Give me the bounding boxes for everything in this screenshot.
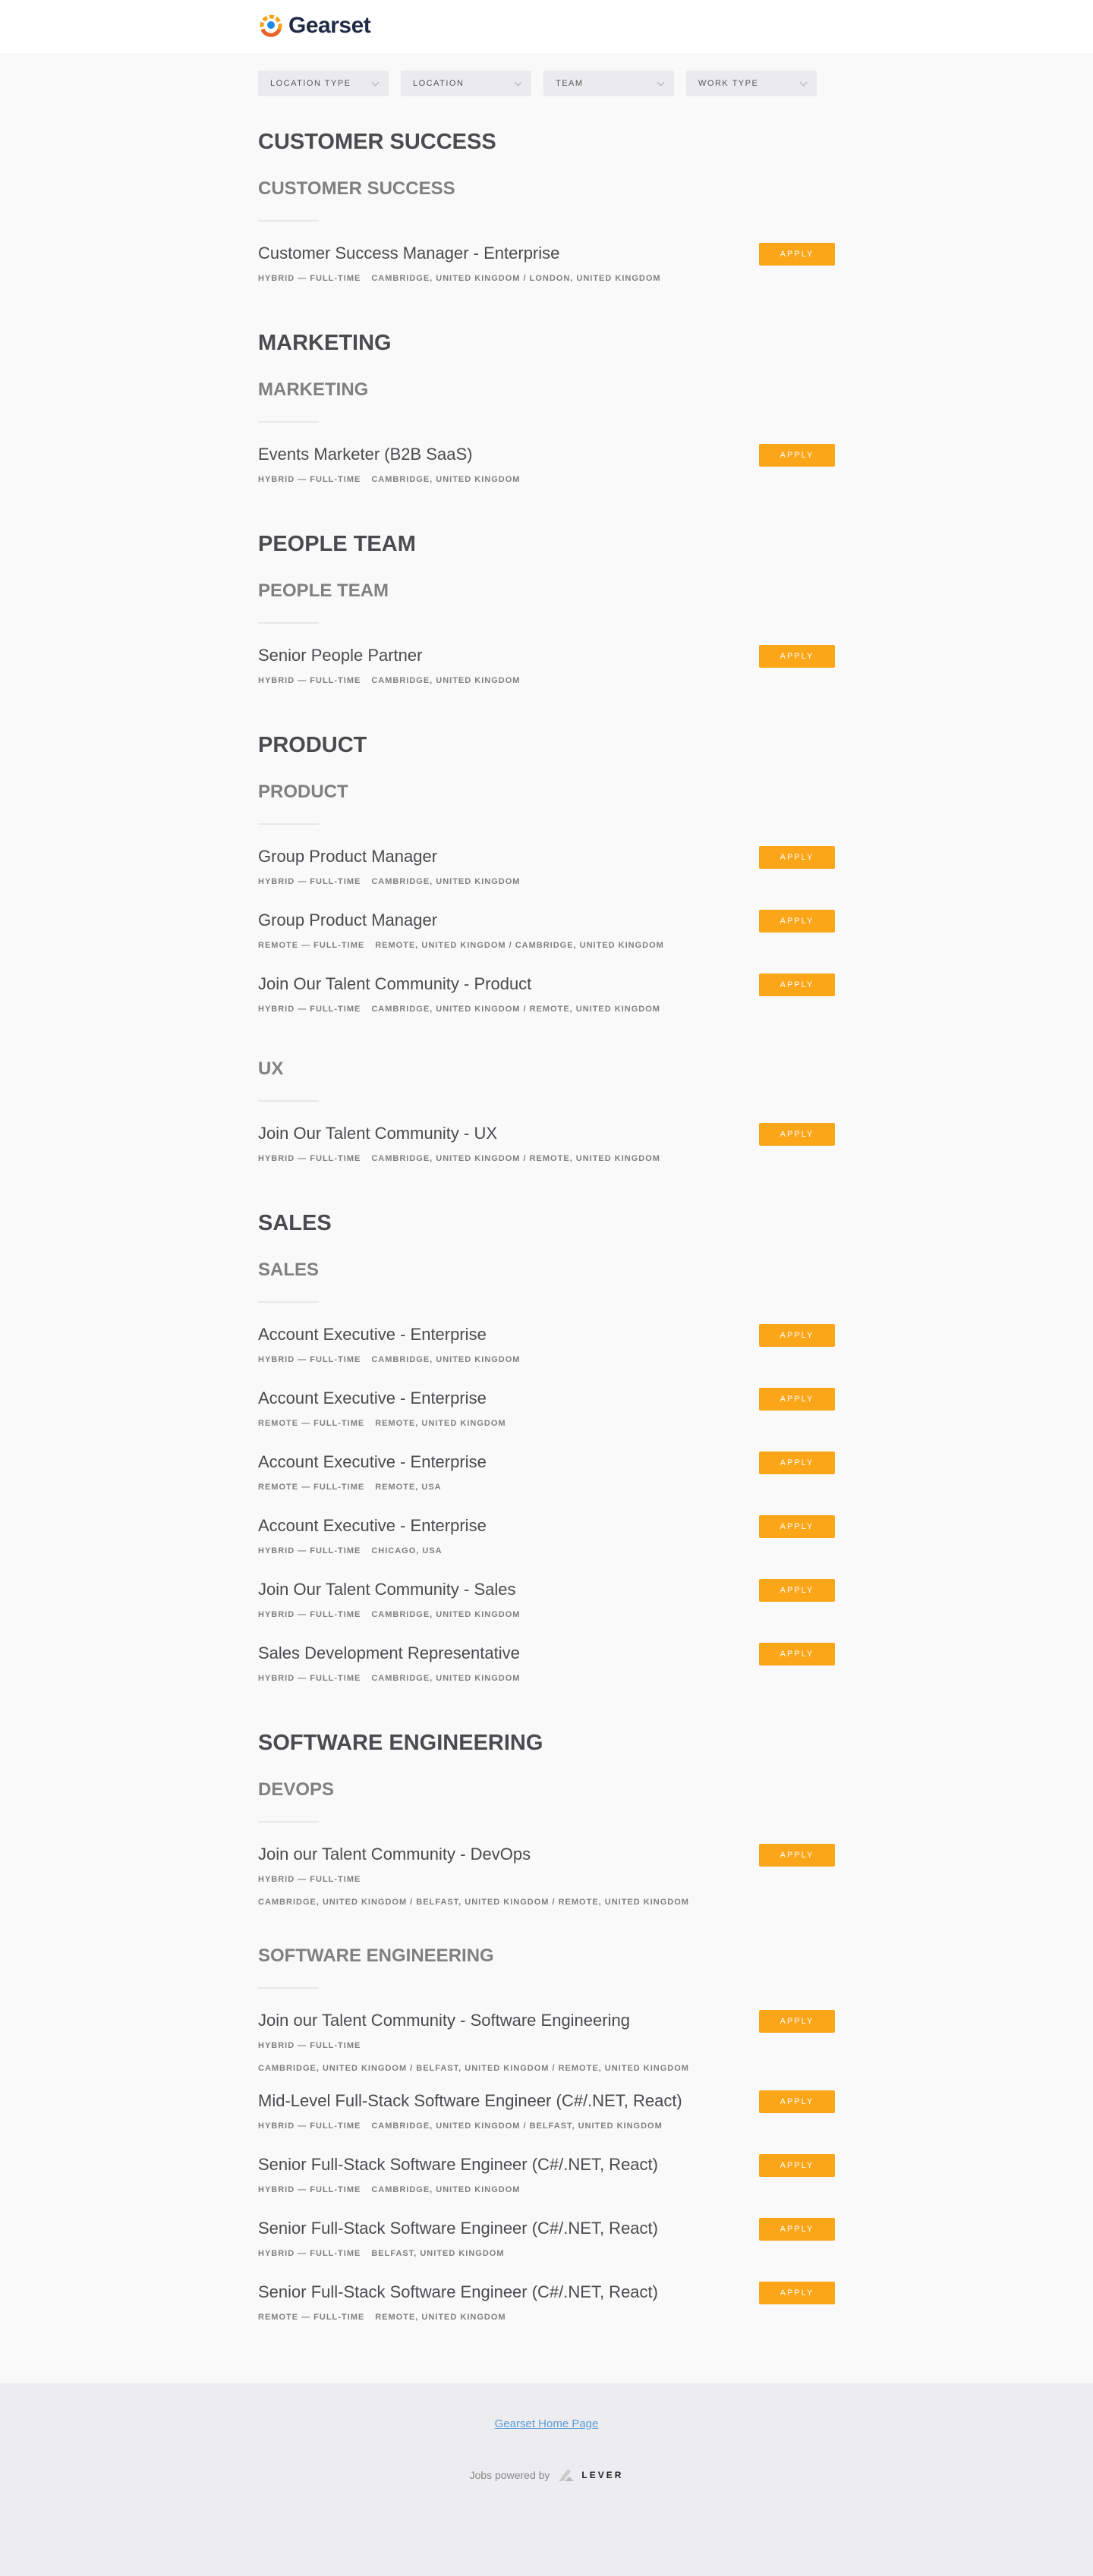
job-title-link[interactable]: Join our Talent Community - Software Engineering [258, 2011, 630, 2030]
header [0, 0, 1093, 53]
job-posting [258, 1452, 835, 1515]
job-location: CAMBRIDGE, UNITED KINGDOM [371, 2185, 521, 2194]
job-location: CAMBRIDGE, UNITED KINGDOM [371, 1355, 521, 1364]
job-location: CAMBRIDGE, UNITED KINGDOM [371, 1674, 521, 1683]
job-meta [258, 669, 835, 692]
apply-button[interactable]: APPLY [759, 1388, 835, 1411]
job-posting [258, 243, 835, 307]
job-location: REMOTE, UNITED KINGDOM / CAMBRIDGE, UNITED KINGDOM [375, 941, 664, 950]
job-meta [258, 1868, 835, 1914]
job-posting [258, 1515, 835, 1579]
job-location: CAMBRIDGE, UNITED KINGDOM / REMOTE, UNITED KINGDOM [371, 1005, 660, 1014]
work-type: HYBRID — FULL-TIME [258, 1154, 361, 1163]
work-type: REMOTE — FULL-TIME [258, 2313, 365, 2322]
job-posting [258, 2282, 835, 2345]
job-meta [258, 2178, 835, 2201]
job-posting [258, 1844, 835, 1924]
filter-label: WORK TYPE [698, 79, 759, 88]
job-posting [258, 444, 835, 508]
lever-mark-icon [557, 2467, 575, 2483]
team-heading: SALES [258, 1260, 320, 1280]
job-posting [258, 645, 835, 709]
job-meta [258, 1667, 835, 1690]
job-meta [258, 870, 835, 893]
work-type: HYBRID — FULL-TIME [258, 877, 361, 886]
job-title-link[interactable]: Senior People Partner [258, 646, 423, 665]
team-heading: UX [258, 1058, 284, 1079]
department-heading: MARKETING [258, 331, 392, 355]
job-posting [258, 2010, 835, 2090]
work-type: HYBRID — FULL-TIME [258, 2122, 361, 2131]
apply-button[interactable]: APPLY [759, 2090, 835, 2113]
team-heading: PRODUCT [258, 782, 348, 802]
chevron-down-icon [372, 78, 380, 86]
department-heading: CUSTOMER SUCCESS [258, 130, 496, 154]
job-title-link[interactable]: Mid-Level Full-Stack Software Engineer (C#/.NET, React) [258, 2091, 682, 2110]
department-heading: SOFTWARE ENGINEERING [258, 1731, 543, 1755]
job-posting [258, 1324, 835, 1388]
filter-dropdown[interactable] [543, 71, 674, 96]
department-heading: PRODUCT [258, 733, 367, 757]
divider [258, 1821, 319, 1823]
job-location: CAMBRIDGE, UNITED KINGDOM [371, 676, 521, 685]
powered-by-text: Jobs powered by [469, 2469, 550, 2481]
job-title-link[interactable]: Account Executive - Enterprise [258, 1452, 487, 1471]
work-type: HYBRID — FULL-TIME [258, 1355, 361, 1364]
job-location: CAMBRIDGE, UNITED KINGDOM [371, 877, 521, 886]
divider [258, 1301, 319, 1303]
apply-button[interactable]: APPLY [759, 1643, 835, 1665]
work-type: HYBRID — FULL-TIME [258, 1005, 361, 1014]
chevron-down-icon [800, 78, 808, 86]
gearset-home-link[interactable]: Gearset Home Page [494, 2417, 599, 2430]
apply-button[interactable]: APPLY [759, 1515, 835, 1538]
job-location: REMOTE, UNITED KINGDOM [375, 1419, 506, 1428]
work-type: HYBRID — FULL-TIME [258, 676, 361, 685]
job-location: CAMBRIDGE, UNITED KINGDOM [371, 1610, 521, 1619]
job-meta [258, 1412, 835, 1435]
powered-by [0, 2467, 1093, 2483]
job-title-link[interactable]: Join our Talent Community - DevOps [258, 1845, 531, 1864]
job-title-link[interactable]: Join Our Talent Community - Product [258, 974, 532, 993]
apply-button[interactable]: APPLY [759, 846, 835, 869]
apply-button[interactable]: APPLY [759, 1844, 835, 1867]
work-type: HYBRID — FULL-TIME [258, 1674, 361, 1683]
team-heading: DEVOPS [258, 1779, 335, 1800]
apply-button[interactable]: APPLY [759, 1452, 835, 1474]
team-heading: SOFTWARE ENGINEERING [258, 1945, 494, 1966]
department-heading: PEOPLE TEAM [258, 532, 416, 556]
filter-label: LOCATION [413, 79, 465, 88]
job-meta [258, 468, 835, 491]
work-type: HYBRID — FULL-TIME [258, 1610, 361, 1619]
job-location: CAMBRIDGE, UNITED KINGDOM / BELFAST, UNITED KINGDOM / REMOTE, UNITED KINGDOM [258, 2064, 689, 2073]
lever-logo[interactable] [557, 2467, 623, 2483]
apply-button[interactable]: APPLY [759, 2154, 835, 2177]
filter-dropdown[interactable] [686, 71, 817, 96]
apply-button[interactable]: APPLY [759, 444, 835, 467]
filter-label: TEAM [556, 79, 584, 88]
filter-label: LOCATION TYPE [270, 79, 351, 88]
job-title-link[interactable]: Account Executive - Enterprise [258, 1325, 487, 1344]
divider [258, 823, 319, 825]
job-meta [258, 1540, 835, 1562]
apply-button[interactable]: APPLY [759, 2010, 835, 2033]
job-title-link[interactable]: Group Product Manager [258, 847, 438, 866]
gearset-logo[interactable] [258, 13, 370, 39]
job-title-link[interactable]: Join Our Talent Community - Sales [258, 1580, 516, 1599]
team-heading: CUSTOMER SUCCESS [258, 178, 455, 199]
work-type: HYBRID — FULL-TIME [258, 475, 361, 484]
department-heading: SALES [258, 1211, 332, 1235]
team-heading: PEOPLE TEAM [258, 580, 389, 601]
job-meta [258, 1147, 835, 1170]
apply-button[interactable]: APPLY [759, 1579, 835, 1602]
work-type: HYBRID — FULL-TIME [258, 2185, 361, 2194]
team-heading: MARKETING [258, 379, 369, 400]
work-type: HYBRID — FULL-TIME [258, 2249, 361, 2258]
apply-button[interactable]: APPLY [759, 910, 835, 933]
lever-text: LEVER [581, 2470, 624, 2480]
job-location: REMOTE, UNITED KINGDOM [375, 2313, 506, 2322]
job-posting [258, 1643, 835, 1706]
divider [258, 1987, 319, 1989]
divider [258, 421, 319, 423]
job-posting [258, 1388, 835, 1452]
job-posting [258, 973, 835, 1037]
chevron-down-icon [515, 78, 522, 86]
work-type: REMOTE — FULL-TIME [258, 941, 365, 950]
job-meta [258, 267, 835, 290]
filter-bar [258, 71, 835, 96]
job-posting [258, 846, 835, 910]
gear-logo-icon [258, 13, 284, 39]
apply-button[interactable]: APPLY [759, 2218, 835, 2241]
apply-button[interactable]: APPLY [759, 1324, 835, 1347]
work-type: HYBRID — FULL-TIME [258, 1546, 361, 1555]
job-meta [258, 1348, 835, 1371]
apply-button[interactable]: APPLY [759, 645, 835, 668]
job-location: CAMBRIDGE, UNITED KINGDOM / REMOTE, UNITED KINGDOM [371, 1154, 660, 1163]
apply-button[interactable]: APPLY [759, 973, 835, 996]
job-title-link[interactable]: Senior Full-Stack Software Engineer (C#/.NET, React) [258, 2155, 658, 2174]
filter-dropdown[interactable] [258, 71, 389, 96]
job-meta [258, 998, 835, 1021]
work-type: HYBRID — FULL-TIME [258, 2041, 361, 2050]
departments [258, 127, 835, 2345]
job-meta [258, 2115, 835, 2137]
job-posting [258, 2090, 835, 2154]
job-location: CAMBRIDGE, UNITED KINGDOM [371, 475, 521, 484]
job-title-link[interactable]: Sales Development Representative [258, 1643, 520, 1662]
job-title-link[interactable]: Senior Full-Stack Software Engineer (C#/.NET, React) [258, 2282, 658, 2301]
job-title-link[interactable]: Group Product Manager [258, 911, 438, 929]
filter-dropdown[interactable] [401, 71, 531, 96]
job-title-link[interactable]: Events Marketer (B2B SaaS) [258, 445, 473, 464]
job-listings [258, 53, 835, 2383]
job-location: CAMBRIDGE, UNITED KINGDOM / BELFAST, UNITED KINGDOM [371, 2122, 663, 2131]
job-posting [258, 910, 835, 973]
chevron-down-icon [657, 78, 665, 86]
apply-button[interactable]: APPLY [759, 2282, 835, 2304]
apply-button[interactable]: APPLY [759, 1123, 835, 1146]
job-posting [258, 1579, 835, 1643]
work-type: HYBRID — FULL-TIME [258, 274, 361, 283]
work-type: REMOTE — FULL-TIME [258, 1483, 365, 1492]
job-meta [258, 2306, 835, 2329]
divider [258, 622, 319, 624]
job-meta [258, 1476, 835, 1499]
footer [0, 2383, 1093, 2576]
job-meta [258, 2034, 835, 2080]
job-location: CAMBRIDGE, UNITED KINGDOM / LONDON, UNITED KINGDOM [371, 274, 661, 283]
job-posting [258, 2218, 835, 2282]
job-location: REMOTE, USA [375, 1483, 442, 1492]
job-meta [258, 934, 835, 957]
job-title-link[interactable]: Senior Full-Stack Software Engineer (C#/.NET, React) [258, 2219, 658, 2238]
job-location: CHICAGO, USA [371, 1546, 443, 1555]
divider [258, 1100, 319, 1102]
work-type: HYBRID — FULL-TIME [258, 1875, 361, 1884]
job-title-link[interactable]: Customer Success Manager - Enterprise [258, 244, 560, 263]
apply-button[interactable]: APPLY [759, 243, 835, 266]
job-title-link[interactable]: Join Our Talent Community - UX [258, 1124, 498, 1143]
job-location: BELFAST, UNITED KINGDOM [371, 2249, 505, 2258]
job-posting [258, 1123, 835, 1187]
job-meta [258, 2242, 835, 2265]
job-posting [258, 2154, 835, 2218]
divider [258, 220, 319, 222]
job-meta [258, 1603, 835, 1626]
work-type: REMOTE — FULL-TIME [258, 1419, 365, 1428]
job-title-link[interactable]: Account Executive - Enterprise [258, 1389, 487, 1408]
logo-text: Gearset [288, 13, 371, 38]
job-location: CAMBRIDGE, UNITED KINGDOM / BELFAST, UNITED KINGDOM / REMOTE, UNITED KINGDOM [258, 1898, 689, 1907]
job-title-link[interactable]: Account Executive - Enterprise [258, 1516, 487, 1535]
